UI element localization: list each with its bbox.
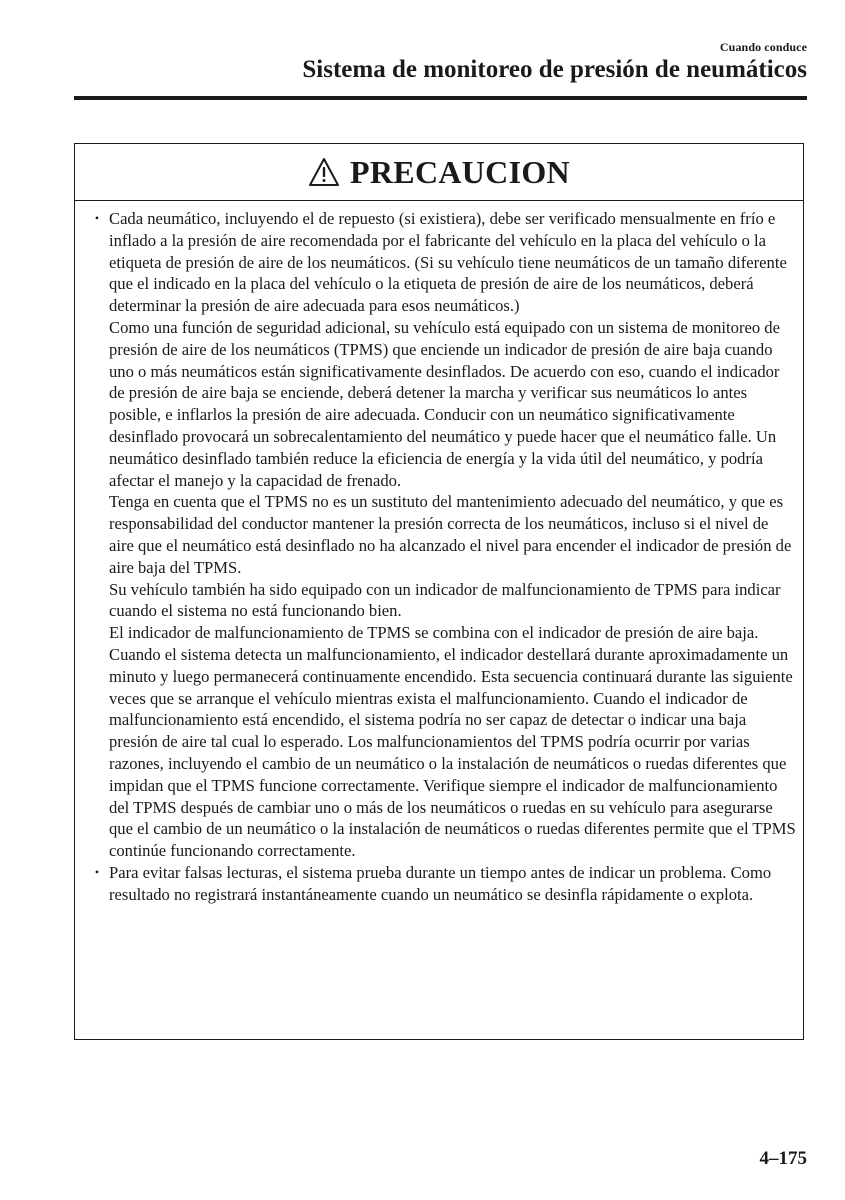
bullet-marker: • [94,211,100,225]
paragraph: Cada neumático, incluyendo el de repuesto (si existiera), debe ser verificado mensualmente en frío e inflado a la presión de aire recomendada por el fabricante del vehículo en la placa del vehículo o la etiqueta de presión de aire de los neumáticos. (Si su vehículo tiene neumáticos de un tamaño diferente que el indicado en la placa del vehículo o la etiqueta de presión de aire de los neumáticos, deberá determinar la presión de aire adecuada para esos neumáticos.) [109,209,787,316]
bullet-text [109,208,797,862]
paragraph: Tenga en cuenta que el TPMS no es un sustituto del mantenimiento adecuado del neumático, y que es responsabilidad del conductor mantener la presión correcta de los neumáticos, incluso si el nivel de aire que el neumático está desinflado no ha alcanzado el nivel para encender el indicador de presión de aire baja del TPMS. [109,492,792,577]
caution-body [75,201,803,906]
bullet-item [85,208,797,862]
bullet-marker: • [94,864,100,879]
header-divider [74,96,807,100]
bullet-item [85,862,797,906]
section-label: Cuando conduce [719,40,807,54]
paragraph: Como una función de seguridad adicional, su vehículo está equipado con un sistema de monitoreo de presión de aire de los neumáticos (TPMS) que enciende un indicador de presión de aire baja cuando uno o más neumáticos están significativamente desinflados. De acuerdo con eso, cuando el indicador de presión de aire baja se enciende, deberá detener la marcha y verificar sus neumáticos lo antes posible, e inflarlos la presión de aire adecuada. Conducir con un neumático significativamente desinflado provocará un sobrecalentamiento del neumático y puede hacer que el neumático falle. Un neumático desinflado también reduce la eficiencia de energía y la vida útil del neumático, y podría afectar el manejo y la capacidad de frenado. [109,317,780,490]
page-title: Sistema de monitoreo de presión de neumáticos [302,56,807,83]
paragraph: El indicador de malfuncionamiento de TPMS se combina con el indicador de presión de aire baja. Cuando el sistema detecta un malfuncionamiento, el indicador destellará durante aproximadamente un minuto y luego permanecerá continuamente encendido. Esta secuencia continuará durante las siguiente veces que se arranque el vehículo mientras exista el malfuncionamiento. Cuando el indicador de malfuncionamiento está encendido, el sistema podría no ser capaz de detectar o indicar una baja presión de aire tal cual lo esperado. Los malfuncionamientos del TPMS podría ocurrir por varias razones, incluyendo el cambio de un neumático o la instalación de neumáticos o ruedas diferentes que impidan que el TPMS funcione correctamente. Verifique siempre el indicador de malfuncionamiento del TPMS después de cambiar uno o más de los neumáticos o ruedas en su vehículo para asegurarse que el cambio de un neumático o la instalación de neumáticos o ruedas diferentes permite que el TPMS continúe funcionando correctamente. [109,623,796,861]
caution-title: PRECAUCION [350,153,570,190]
bullet-text [109,862,797,906]
caution-box [74,143,804,1040]
page-number: 4–175 [759,1148,807,1169]
caution-heading [75,144,803,201]
paragraph: Su vehículo también ha sido equipado con un indicador de malfuncionamiento de TPMS para indicar cuando el sistema no está funcionando bien. [109,579,781,621]
warning-triangle-icon [308,157,340,187]
paragraph: Para evitar falsas lecturas, el sistema prueba durante un tiempo antes de indicar un problema. Como resultado no registrará instantáneamente cuando un neumático se desinfla rápidamente o explota. [109,862,772,904]
